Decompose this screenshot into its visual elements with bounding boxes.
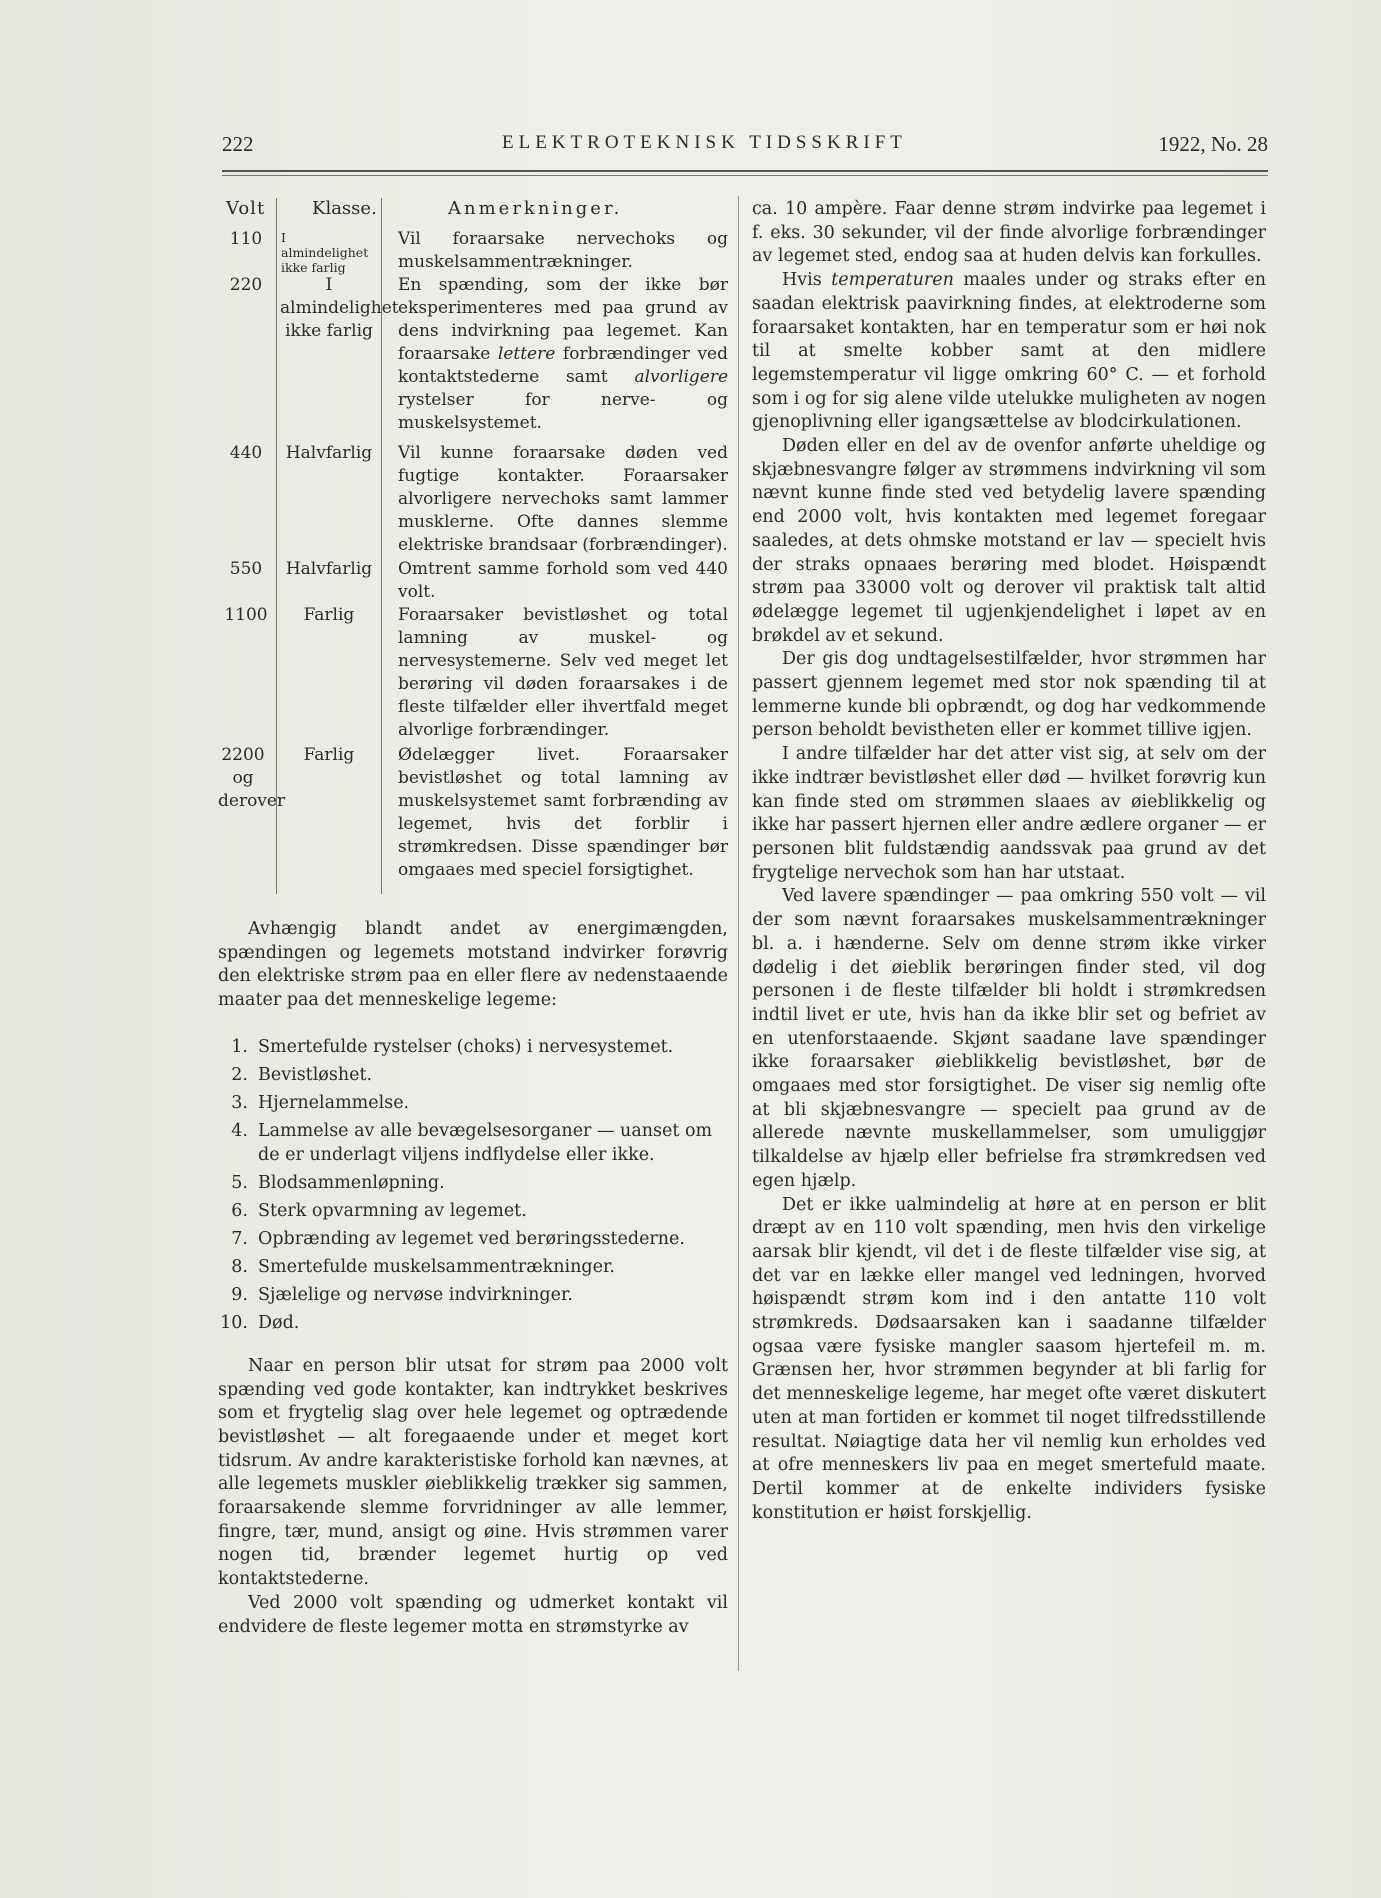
list-item: 6. Sterk opvarmning av legemet. (231, 1200, 527, 1221)
row-anmerkning: Omtrent samme forhold som ved 440 volt. (398, 559, 728, 602)
row-klasse: Farlig (303, 605, 355, 625)
header-rule-thin (222, 175, 1268, 176)
row-anmerkning: Ødelægger livet. Foraarsaker bevistløshet og total lamning av muskelsystemet samt forbrænding av legemet, hvis det forblir i strømkredsen. Disse spændinger bør omgaaes med speciel forsigtighet. (398, 745, 728, 880)
table-row (218, 442, 728, 558)
col-klasse-header: Klasse. (312, 198, 377, 219)
effects-list (218, 1033, 728, 1337)
table-row (218, 744, 728, 884)
row-klasse: I almindelighet ikke farlig (280, 275, 399, 341)
row-volt: 1100 (224, 605, 268, 625)
col-volt-header: Volt (226, 198, 266, 219)
running-header (222, 132, 1268, 162)
page-number: 222 (222, 132, 254, 156)
table-header (218, 198, 728, 228)
list-item: 1. Smertefulde rystelser (choks) i nervesystemet. (231, 1036, 674, 1057)
row-volt: 440 (229, 443, 263, 463)
row-anmerkning: Vil kunne foraarsake døden ved fugtige kontakter. Foraarsaker alvorligere nervechoks samt lammer musklerne. Ofte dannes slemme elektriske brandsaar (forbrændinger). (398, 443, 728, 555)
body-paragraph: Ved 2000 volt spænding og udmerket kontakt vil endvidere de fleste legemer motta en strømstyrke av (218, 1592, 728, 1637)
body-paragraph: Døden eller en del av de ovenfor anførte uheldige og skjæbnesvangre følger av strømmens indvirkning vil som nævnt kunne finde sted ved betydelig lavere spænding end 2000 volt, hvis kontakten med legemet foregaar saaledes, at dets ohmske motstand er lav — specielt hvis der straks opnaaes berøring med blodet. Høispændt strøm paa 33000 volt og derover vil praktisk talt altid ødelægge legemet til ugjenkjendelighet i løpet av en brøkdel av et sekund. (752, 436, 1266, 646)
body-paragraph: ca. 10 ampère. Faar denne strøm indvirke paa legemet i f. eks. 30 sekunder, vil der finde alvorlige forbrændinger av legemet sted, endog saa at huden delvis kan forkulles. (752, 199, 1266, 267)
table-row (218, 274, 728, 442)
list-item: 10. Død. (220, 1312, 300, 1333)
journal-title: ELEKTROTEKNISK TIDSSKRIFT (502, 132, 907, 153)
body-paragraph: Ved lavere spændinger — paa omkring 550 volt — vil der som nævnt foraarsakes muskelsammentrækninger bl. a. i hænderne. Selv om denne strøm ikke virker dødelig i det øieblik berøringen finder sted, vil dog personen i de fleste tilfælder bli holdt i strømkredsen indtil livet er ute, hvis han da ikke blir set og befriet av en utenforstaaende. Skjønt saadane lave spændinger ikke foraarsaker øieblikkelig bevistløshet, bør de omgaaes med stor forsigtighet. De viser sig nemlig ofte at bli skjæbnesvangre — specielt paa grund av de allerede nævnte muskellammelser, som umuliggjør tilkaldelse av hjælp eller befrielse fra strømkredsen ved egen hjælp. (752, 886, 1266, 1191)
list-item: 3. Hjernelammelse. (231, 1092, 410, 1113)
list-item: 9. Sjælelige og nervøse indvirkninger. (231, 1284, 573, 1305)
row-anmerkning: Vil foraarsake nervechoks og muskelsammentrækninger. (398, 229, 728, 272)
table-row (218, 558, 728, 604)
left-column (218, 198, 728, 1639)
list-item: 5. Blodsammenløpning. (231, 1172, 445, 1193)
list-item: 8. Smertefulde muskelsammentrækninger. (231, 1256, 615, 1277)
header-rule (222, 170, 1268, 172)
emphasis: temperaturen (831, 270, 954, 291)
issue-number: 1922, No. 28 (1158, 132, 1268, 156)
list-item: 7. Opbrænding av legemet ved berøringsstederne. (231, 1228, 685, 1249)
row-volt: 2200 og derover (218, 745, 286, 811)
table-row (218, 228, 728, 274)
col-anmerkninger-header: Anmerkninger. (448, 198, 623, 219)
body-paragraph: Det er ikke ualmindelig at høre at en person er blit dræpt av en 110 volt spænding, men hvis den virkelige aarsak blir kjendt, vil det i de fleste tilfælder vise sig, at det var en lække eller mangel ved ledningen, hvorved høispændt strøm kom ind i den antatte 110 volt strømkreds. Dødsaarsaken kan i saadanne tilfælder ogsaa være fysiske mangler saasom hjertefeil m. m. Grænsen her, hvor strømmen begynder at bli farlig for det menneskelige legeme, har meget ofte været diskutert uten at man fortiden er kommet til noget tilfredsstillende resultat. Nøiagtige data her vil nemlig kun erholdes ved at ofre menneskers liv paa en meget smertefuld maate. Dertil kommer at de enkelte individers fysiske konstitution er høist forskjellig. (752, 1194, 1266, 1523)
column-divider (738, 196, 739, 1671)
list-item: 4. Lammelse av alle bevægelsesorganer — uanset om de er underlagt viljens indflydelse eller ikke. (231, 1120, 713, 1165)
row-volt: 110 (229, 229, 263, 249)
body-paragraph: I andre tilfælder har det atter vist sig, at selv om der ikke indtrær bevistløshet eller død — hvilket forøvrig kun kan finde sted om strømmen slaaes av øieblikkelig og ikke har passert hjernen eller andre ædlere organer — er personen blit fuldstændig aandssvak paa grund av det frygtelige nervechok som han har utstaat. (752, 744, 1266, 883)
table-row (218, 604, 728, 744)
body-paragraph: Hvis temperaturen maales under og straks efter en saadan elektrisk paavirkning findes, at elektroderne som foraarsaket kontakten, har en temperatur som er høi nok til at smelte kobber samt at den midlere legemstemperatur vil ligge omkring 60° C. — et forhold som i og for sig alene vilde utelukke muligheten av nogen gjenoplivning eller igangsættelse av blodcirkulationen. (752, 270, 1266, 433)
list-item: 2. Bevistløshet. (231, 1064, 373, 1085)
body-paragraph: Naar en person blir utsat for strøm paa 2000 volt spænding ved gode kontakter, kan indtrykket beskrives som et frygtelig slag over hele legemet og optrædende bevistløshet — alt foregaaende under et meget kort tidsrum. Av andre karakteristiske forhold kan nævnes, at alle legemets muskler øieblikkelig trækker sig sammen, foraarsakende slemme forvridninger av alle lemmer, fingre, tær, mund, ansigt og øine. Hvis strømmen varer nogen tid, brænder legemet hurtig op ved kontaktstederne. (218, 1355, 728, 1590)
intro-paragraph: Avhængig blandt andet av energimængden, spændingen og legemets motstand indvirker forøvrig den elektriske strøm paa en eller flere av nedenstaaende maater paa det menneskelige legeme: (218, 919, 728, 1011)
row-anmerkning: Foraarsaker bevistløshet og total lamning av muskel- og nervesystemerne. Selv ved meget let berøring vil døden foraarsakes i de fleste tilfælder eller ihvertfald meget alvorlige forbrændinger. (398, 605, 728, 740)
row-volt: 220 (229, 275, 263, 295)
row-volt: 550 (229, 559, 263, 579)
row-klasse: Farlig (303, 745, 355, 765)
row-klasse: Halvfarlig (285, 559, 373, 579)
body-paragraph: Der gis dog undtagelsestilfælder, hvor strømmen har passert gjennem legemet med stor nok spænding til at lemmerne kunde bli opbrændt, og dog har vedkommende person beholdt bevistheten eller er kommet tillive igjen. (752, 649, 1266, 741)
row-anmerkning: En spænding, som der ikke bør eksperimenteres med paa grund av dens indvirkning paa legemet. Kan foraarsake lettere forbrændinger ved kontaktstederne samt alvorligere rystelser for nerve- og muskelsystemet. (398, 275, 729, 433)
voltage-table (218, 198, 728, 884)
right-column (752, 198, 1266, 1525)
row-klasse: Halvfarlig (285, 443, 373, 463)
row-klasse: I almindelighet ikke farlig (281, 230, 369, 275)
